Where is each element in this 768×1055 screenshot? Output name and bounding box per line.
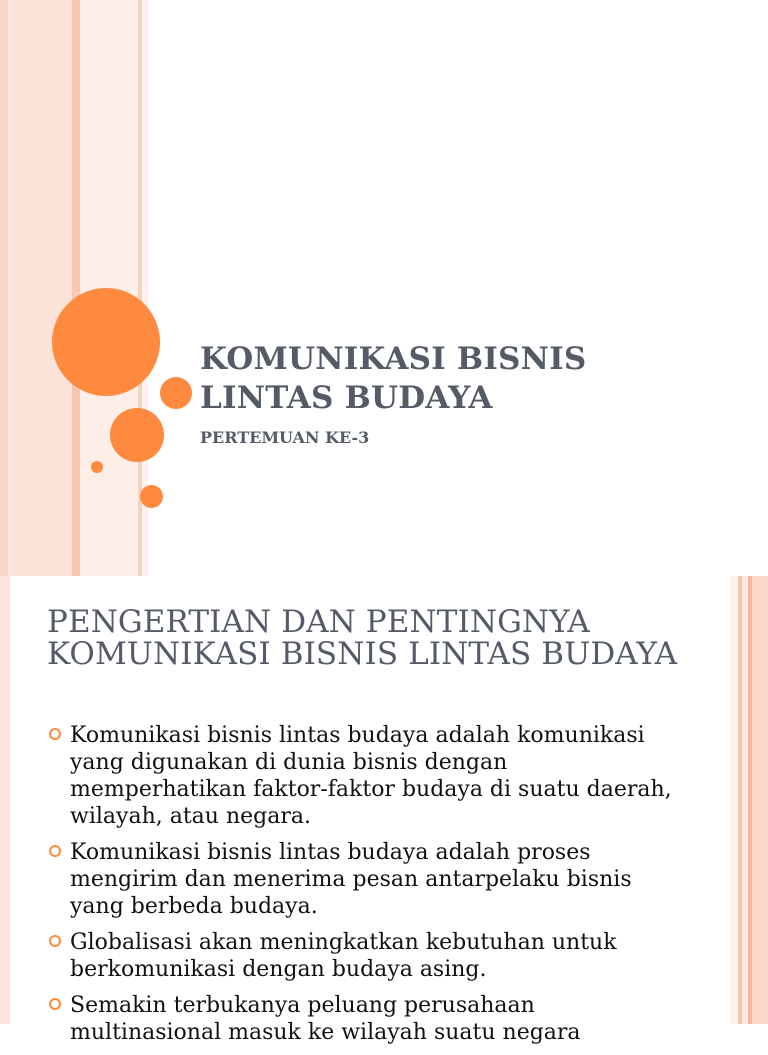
ring-bullet-icon bbox=[49, 998, 61, 1010]
decorative-circle-medium bbox=[110, 408, 164, 462]
decorative-circle-large bbox=[52, 288, 160, 396]
decorative-circle-tiny bbox=[91, 461, 103, 473]
bullet-list bbox=[48, 722, 688, 1055]
list-item bbox=[48, 722, 688, 830]
decorative-circle-small bbox=[140, 485, 163, 508]
list-item bbox=[48, 839, 688, 920]
ring-bullet-icon bbox=[49, 845, 61, 857]
bullet-text: Komunikasi bisnis lintas budaya adalah komunikasi yang digunakan di dunia bisnis dengan memperhatikan faktor-faktor budaya di suatu daerah, wilayah, atau negara. bbox=[70, 723, 672, 829]
ring-bullet-icon bbox=[49, 728, 61, 740]
decorative-circle-small bbox=[160, 377, 192, 409]
ring-bullet-icon bbox=[49, 935, 61, 947]
slide-heading: PENGERTIAN DAN PENTINGNYA KOMUNIKASI BISNIS LINTAS BUDAYA bbox=[47, 604, 678, 672]
slide-title: KOMUNIKASI BISNIS LINTAS BUDAYA bbox=[200, 341, 587, 416]
decorative-stripes bbox=[0, 0, 150, 576]
slide-subtitle: PERTEMUAN KE-3 bbox=[200, 428, 370, 447]
decorative-edge bbox=[0, 576, 10, 1024]
content-slide bbox=[0, 576, 768, 1045]
decorative-stripes bbox=[730, 576, 768, 1024]
list-item bbox=[48, 929, 688, 983]
bullet-text: Semakin terbukanya peluang perusahaan multinasional masuk ke wilayah suatu negara bbox=[70, 993, 581, 1045]
bullet-text: Globalisasi akan meningkatkan kebutuhan untuk berkomunikasi dengan budaya asing. bbox=[70, 930, 617, 982]
list-item bbox=[48, 992, 688, 1046]
bullet-text: Komunikasi bisnis lintas budaya adalah proses mengirim dan menerima pesan antarpelaku bisnis yang berbeda budaya. bbox=[70, 840, 632, 919]
